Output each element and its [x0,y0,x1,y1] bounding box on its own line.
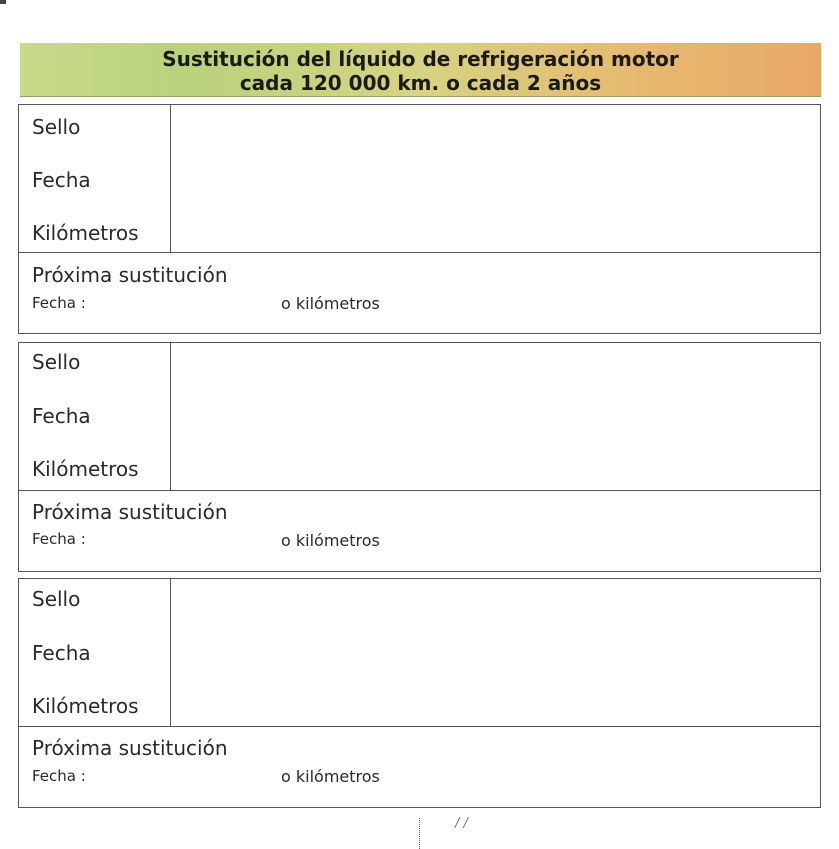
header-title-line-2: cada 120 000 km. o cada 2 años [239,71,602,95]
kilometers-label: Kilómetros [32,694,139,718]
stamp-entry-area[interactable] [171,579,820,726]
record-stamp-section [19,105,820,253]
record-stamp-section [19,343,820,491]
stamp-entry-area[interactable] [171,105,820,252]
stamp-label: Sello [32,115,81,139]
record-stamp-section [19,579,820,727]
service-record-1 [18,104,821,334]
service-record-3 [18,578,821,808]
next-replacement-title: Próxima sustitución [32,263,228,287]
record-label-column [19,105,171,252]
next-replacement-section [19,491,820,571]
header-title-line-1: Sustitución del líquido de refrigeración motor [162,47,679,71]
next-replacement-section [19,253,820,333]
next-replacement-section [19,727,820,807]
corner-crop-mark [0,0,6,4]
date-label: Fecha [32,404,91,428]
next-date-label: Fecha : [32,530,86,548]
stamp-label: Sello [32,587,81,611]
record-label-column [19,343,171,490]
stamp-label: Sello [32,350,81,374]
stamp-entry-area[interactable] [171,343,820,490]
page-mark: / / [455,816,468,831]
next-replacement-title: Próxima sustitución [32,500,228,524]
date-label: Fecha [32,168,91,192]
next-kilometers-label: o kilómetros [281,767,380,786]
next-date-label: Fecha : [32,767,86,785]
next-kilometers-label: o kilómetros [281,294,380,313]
service-record-2 [18,342,821,572]
kilometers-label: Kilómetros [32,457,139,481]
section-header-banner [20,43,821,97]
date-label: Fecha [32,641,91,665]
next-kilometers-label: o kilómetros [281,531,380,550]
fold-line [419,818,420,849]
next-replacement-title: Próxima sustitución [32,736,228,760]
kilometers-label: Kilómetros [32,221,139,245]
next-date-label: Fecha : [32,294,86,312]
record-label-column [19,579,171,726]
